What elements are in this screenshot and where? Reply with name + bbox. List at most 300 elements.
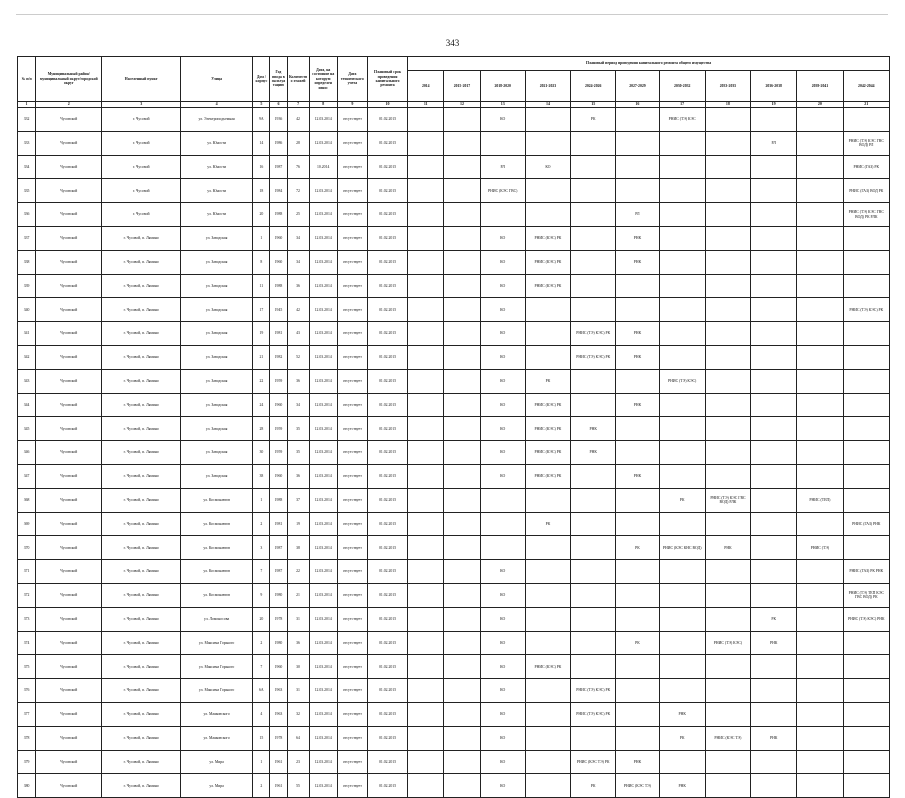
period-cell bbox=[571, 726, 616, 750]
settlement-cell: г. Чусовой, п. Лямино bbox=[102, 583, 180, 607]
period-cell bbox=[705, 655, 750, 679]
street-cell: ул. Заводская bbox=[180, 250, 252, 274]
wear-date-cell: 12.03.2014 bbox=[309, 298, 337, 322]
col-number: 20 bbox=[797, 102, 843, 108]
inventory-date-cell: отсутствует bbox=[337, 726, 367, 750]
period-cell bbox=[616, 488, 659, 512]
period-cell bbox=[571, 131, 616, 155]
floors-cell: 52 bbox=[287, 345, 309, 369]
year-cell: 1963 bbox=[270, 679, 287, 703]
wear-date-cell: 12.03.2014 bbox=[309, 679, 337, 703]
period-cell: РНИС (ТЭ) bbox=[797, 536, 843, 560]
table-row bbox=[18, 536, 890, 560]
inventory-date-cell: отсутствует bbox=[337, 679, 367, 703]
table-row bbox=[18, 322, 890, 346]
period-cell bbox=[705, 417, 750, 441]
row-number: 344 bbox=[18, 393, 36, 417]
period-cell bbox=[408, 774, 444, 798]
period-cell bbox=[444, 345, 480, 369]
period-cell bbox=[444, 774, 480, 798]
deadline-cell: 01.02.2015 bbox=[367, 512, 407, 536]
house-cell: 7 bbox=[253, 560, 270, 584]
col-number: 2 bbox=[36, 102, 102, 108]
period-cell: РНК bbox=[659, 702, 705, 726]
table-row bbox=[18, 607, 890, 631]
period-cell: КО bbox=[480, 631, 525, 655]
period-cell bbox=[571, 274, 616, 298]
year-cell: 1987 bbox=[270, 560, 287, 584]
period-cell: РНК bbox=[616, 464, 659, 488]
period-cell bbox=[525, 179, 570, 203]
period-cell bbox=[659, 155, 705, 179]
floors-cell: 36 bbox=[287, 631, 309, 655]
settlement-cell: г. Чусовой, п. Лямино bbox=[102, 226, 180, 250]
period-cell bbox=[659, 274, 705, 298]
period-cell bbox=[843, 345, 889, 369]
row-number: 369 bbox=[18, 512, 36, 536]
period-cell bbox=[480, 488, 525, 512]
period-cell bbox=[797, 250, 843, 274]
year-cell: 1980 bbox=[270, 583, 287, 607]
period-cell: КО bbox=[480, 583, 525, 607]
house-cell: 28 bbox=[253, 417, 270, 441]
row-number: 371 bbox=[18, 560, 36, 584]
period-cell bbox=[444, 203, 480, 227]
deadline-cell: 01.02.2015 bbox=[367, 726, 407, 750]
inventory-date-cell: отсутствует bbox=[337, 108, 367, 132]
period-cell bbox=[616, 108, 659, 132]
table-row bbox=[18, 702, 890, 726]
period-cell bbox=[408, 417, 444, 441]
street-cell: ул. Космонавтов bbox=[180, 512, 252, 536]
settlement-cell: г. Чусовой bbox=[102, 203, 180, 227]
period-cell bbox=[525, 298, 570, 322]
table-row bbox=[18, 679, 890, 703]
floors-cell: 25 bbox=[287, 203, 309, 227]
period-cell bbox=[571, 250, 616, 274]
col-number: 14 bbox=[525, 102, 570, 108]
period-cell bbox=[797, 607, 843, 631]
house-cell: 2 bbox=[253, 774, 270, 798]
street-cell: ул. Юности bbox=[180, 155, 252, 179]
period-cell: РНК bbox=[616, 345, 659, 369]
district-cell: Чусовской bbox=[36, 369, 102, 393]
period-cell: КО bbox=[480, 607, 525, 631]
period-cell: КО bbox=[480, 345, 525, 369]
settlement-cell: г. Чусовой, п. Лямино bbox=[102, 607, 180, 631]
row-number: 368 bbox=[18, 488, 36, 512]
district-cell: Чусовской bbox=[36, 393, 102, 417]
period-cell bbox=[408, 512, 444, 536]
col-number: 19 bbox=[751, 102, 797, 108]
period-cell bbox=[408, 631, 444, 655]
period-cell: РНИС (КЭС ТЭ) bbox=[705, 726, 750, 750]
period-cell: РНК bbox=[751, 726, 797, 750]
floors-cell: 34 bbox=[287, 250, 309, 274]
period-cell bbox=[797, 203, 843, 227]
district-cell: Чусовской bbox=[36, 441, 102, 465]
period-cell bbox=[408, 441, 444, 465]
wear-date-cell: 12.03.2014 bbox=[309, 774, 337, 798]
period-cell bbox=[751, 345, 797, 369]
floors-cell: 42 bbox=[287, 108, 309, 132]
floors-cell: 31 bbox=[287, 607, 309, 631]
table-row bbox=[18, 774, 890, 798]
house-cell: 7 bbox=[253, 655, 270, 679]
year-cell: 1984 bbox=[270, 179, 287, 203]
period-cell bbox=[571, 560, 616, 584]
table-row bbox=[18, 131, 890, 155]
wear-date-cell: 12.03.2014 bbox=[309, 702, 337, 726]
period-cell: РНИС (КЭС ГВС) bbox=[480, 179, 525, 203]
period-cell bbox=[751, 274, 797, 298]
row-number: 337 bbox=[18, 226, 36, 250]
floors-cell: 36 bbox=[287, 274, 309, 298]
period-cell bbox=[616, 655, 659, 679]
wear-date-cell: 12.03.2014 bbox=[309, 250, 337, 274]
street-cell: ул. Маяковского bbox=[180, 702, 252, 726]
inventory-date-cell: отсутствует bbox=[337, 250, 367, 274]
inventory-date-cell: отсутствует bbox=[337, 393, 367, 417]
period-cell: РК bbox=[659, 726, 705, 750]
wear-date-cell: 12.03.2014 bbox=[309, 441, 337, 465]
period-cell bbox=[843, 322, 889, 346]
period-cell bbox=[444, 131, 480, 155]
period-cell: РК bbox=[751, 607, 797, 631]
deadline-cell: 01.02.2015 bbox=[367, 203, 407, 227]
inventory-date-cell: отсутствует bbox=[337, 512, 367, 536]
floors-cell: 22 bbox=[287, 560, 309, 584]
period-cell bbox=[843, 369, 889, 393]
period-cell bbox=[659, 131, 705, 155]
period-cell bbox=[444, 274, 480, 298]
settlement-cell: г. Чусовой, п. Лямино bbox=[102, 417, 180, 441]
period-cell bbox=[797, 179, 843, 203]
district-cell: Чусовской bbox=[36, 631, 102, 655]
wear-date-cell: 12.03.2014 bbox=[309, 631, 337, 655]
house-cell: 38 bbox=[253, 464, 270, 488]
settlement-cell: г. Чусовой, п. Лямино bbox=[102, 679, 180, 703]
inventory-date-cell: отсутствует bbox=[337, 702, 367, 726]
district-cell: Чусовской bbox=[36, 536, 102, 560]
settlement-cell: г. Чусовой, п. Лямино bbox=[102, 726, 180, 750]
period-cell bbox=[444, 726, 480, 750]
district-cell: Чусовской bbox=[36, 274, 102, 298]
floors-cell: 35 bbox=[287, 417, 309, 441]
period-cell bbox=[571, 583, 616, 607]
period-cell bbox=[705, 203, 750, 227]
period-cell bbox=[525, 203, 570, 227]
period-cell bbox=[408, 203, 444, 227]
period-cell bbox=[659, 179, 705, 203]
capital-repair-register-table bbox=[17, 56, 890, 798]
period-cell bbox=[571, 298, 616, 322]
period-cell bbox=[659, 631, 705, 655]
year-cell: 1987 bbox=[270, 155, 287, 179]
inventory-date-cell: отсутствует bbox=[337, 179, 367, 203]
period-cell bbox=[525, 322, 570, 346]
settlement-cell: г. Чусовой, п. Лямино bbox=[102, 369, 180, 393]
deadline-cell: 01.02.2015 bbox=[367, 179, 407, 203]
period-cell: РНИС (КЭС) РК bbox=[525, 417, 570, 441]
period-cell bbox=[408, 226, 444, 250]
period-cell: КО bbox=[480, 298, 525, 322]
period-cell: РНИС (ТЭ) КЭС) РК bbox=[571, 679, 616, 703]
period-cell bbox=[751, 464, 797, 488]
period-cell bbox=[616, 274, 659, 298]
period-cell bbox=[444, 417, 480, 441]
period-cell bbox=[571, 393, 616, 417]
col-header-inventory-date: Дата технического учета bbox=[337, 57, 367, 102]
period-cell bbox=[797, 155, 843, 179]
period-cell bbox=[797, 560, 843, 584]
period-cell bbox=[705, 512, 750, 536]
floors-cell: 36 bbox=[287, 464, 309, 488]
period-cell bbox=[408, 108, 444, 132]
col-number: 3 bbox=[102, 102, 180, 108]
wear-date-cell: 12.03.2014 bbox=[309, 131, 337, 155]
period-cell bbox=[843, 464, 889, 488]
district-cell: Чусовской bbox=[36, 464, 102, 488]
period-cell bbox=[408, 464, 444, 488]
street-cell: ул. Заводская bbox=[180, 441, 252, 465]
district-cell: Чусовской bbox=[36, 702, 102, 726]
year-cell: 1987 bbox=[270, 536, 287, 560]
period-cell: КО bbox=[525, 155, 570, 179]
period-cell bbox=[444, 631, 480, 655]
period-cell bbox=[444, 512, 480, 536]
period-cell bbox=[797, 583, 843, 607]
year-cell: 1978 bbox=[270, 726, 287, 750]
deadline-cell: 01.02.2015 bbox=[367, 655, 407, 679]
col-header-period: 2039-2041 bbox=[797, 71, 843, 102]
wear-date-cell: 12.03.2014 bbox=[309, 322, 337, 346]
period-cell: РНИС (ГАЗ) РНК bbox=[843, 512, 889, 536]
floors-cell: 31 bbox=[287, 679, 309, 703]
period-cell: КО bbox=[480, 560, 525, 584]
period-cell bbox=[751, 322, 797, 346]
period-cell bbox=[525, 726, 570, 750]
table-row bbox=[18, 250, 890, 274]
row-number: 340 bbox=[18, 298, 36, 322]
period-cell bbox=[843, 702, 889, 726]
deadline-cell: 01.02.2015 bbox=[367, 369, 407, 393]
house-cell: 9А bbox=[253, 108, 270, 132]
floors-cell: 72 bbox=[287, 179, 309, 203]
floors-cell: 76 bbox=[287, 155, 309, 179]
period-cell bbox=[797, 393, 843, 417]
period-cell bbox=[705, 393, 750, 417]
house-cell: 1 bbox=[253, 226, 270, 250]
row-number: 378 bbox=[18, 726, 36, 750]
wear-date-cell: 12.03.2014 bbox=[309, 488, 337, 512]
period-cell bbox=[480, 203, 525, 227]
street-cell: ул. Заводская bbox=[180, 274, 252, 298]
period-cell bbox=[571, 226, 616, 250]
inventory-date-cell: отсутствует bbox=[337, 131, 367, 155]
period-cell bbox=[616, 441, 659, 465]
period-cell bbox=[616, 155, 659, 179]
period-cell: РНИС (КЭС) РК bbox=[525, 464, 570, 488]
period-cell bbox=[797, 274, 843, 298]
row-number: 332 bbox=[18, 108, 36, 132]
wear-date-cell: 10.2014 bbox=[309, 155, 337, 179]
period-cell: РНИС (ГАЗ) РК РНК bbox=[843, 560, 889, 584]
deadline-cell: 01.02.2015 bbox=[367, 274, 407, 298]
street-cell: ул. Максима Горького bbox=[180, 679, 252, 703]
year-cell: 1988 bbox=[270, 203, 287, 227]
page-number: 343 bbox=[445, 38, 460, 48]
period-cell bbox=[705, 250, 750, 274]
col-header-period: 2014 bbox=[408, 71, 444, 102]
inventory-date-cell: отсутствует bbox=[337, 274, 367, 298]
period-cell bbox=[571, 655, 616, 679]
district-cell: Чусовской bbox=[36, 322, 102, 346]
street-cell: ул. Заводская bbox=[180, 369, 252, 393]
inventory-date-cell: отсутствует bbox=[337, 464, 367, 488]
street-cell: ул. Максима Горького bbox=[180, 655, 252, 679]
period-cell bbox=[571, 512, 616, 536]
period-cell bbox=[843, 393, 889, 417]
settlement-cell: г. Чусовой, п. Лямино bbox=[102, 393, 180, 417]
period-cell: РНИС (КЭС) РК bbox=[525, 226, 570, 250]
table-row bbox=[18, 464, 890, 488]
period-cell bbox=[659, 560, 705, 584]
period-cell bbox=[797, 417, 843, 441]
wear-date-cell: 12.03.2014 bbox=[309, 393, 337, 417]
deadline-cell: 01.02.2015 bbox=[367, 298, 407, 322]
floors-cell: 28 bbox=[287, 131, 309, 155]
col-header-period: 2021-2023 bbox=[525, 71, 570, 102]
period-cell bbox=[616, 417, 659, 441]
period-cell bbox=[571, 607, 616, 631]
settlement-cell: г. Чусовой, п. Лямино bbox=[102, 250, 180, 274]
district-cell: Чусовской bbox=[36, 108, 102, 132]
deadline-cell: 01.02.2015 bbox=[367, 250, 407, 274]
inventory-date-cell: отсутствует bbox=[337, 560, 367, 584]
period-cell bbox=[616, 679, 659, 703]
period-cell bbox=[751, 417, 797, 441]
deadline-cell: 01.02.2015 bbox=[367, 464, 407, 488]
period-cell: КО bbox=[480, 464, 525, 488]
district-cell: Чусовской bbox=[36, 750, 102, 774]
period-cell bbox=[751, 179, 797, 203]
street-cell: ул. Максима Горького bbox=[180, 631, 252, 655]
deadline-cell: 01.02.2015 bbox=[367, 583, 407, 607]
district-cell: Чусовской bbox=[36, 155, 102, 179]
inventory-date-cell: отсутствует bbox=[337, 417, 367, 441]
period-cell: РК bbox=[525, 512, 570, 536]
settlement-cell: г. Чусовой bbox=[102, 131, 180, 155]
inventory-date-cell: отсутствует bbox=[337, 441, 367, 465]
year-cell: 1961 bbox=[270, 750, 287, 774]
period-cell bbox=[408, 274, 444, 298]
year-cell: 1945 bbox=[270, 298, 287, 322]
col-number: 13 bbox=[480, 102, 525, 108]
house-cell: 19 bbox=[253, 322, 270, 346]
year-cell: 1986 bbox=[270, 131, 287, 155]
wear-date-cell: 12.03.2014 bbox=[309, 750, 337, 774]
district-cell: Чусовской bbox=[36, 298, 102, 322]
period-cell bbox=[571, 203, 616, 227]
sheet-top-edge bbox=[16, 14, 888, 15]
table-row bbox=[18, 179, 890, 203]
period-cell bbox=[408, 345, 444, 369]
street-cell: ул. Космонавтов bbox=[180, 536, 252, 560]
district-cell: Чусовской bbox=[36, 226, 102, 250]
period-cell bbox=[571, 369, 616, 393]
house-cell: 14 bbox=[253, 131, 270, 155]
period-cell bbox=[408, 607, 444, 631]
year-cell: 1988 bbox=[270, 488, 287, 512]
period-cell: РНК bbox=[616, 393, 659, 417]
period-cell bbox=[444, 560, 480, 584]
period-cell bbox=[705, 583, 750, 607]
deadline-cell: 01.02.2015 bbox=[367, 108, 407, 132]
period-cell bbox=[408, 488, 444, 512]
col-header-period-group: Плановый период проведения капитального ремонта общего имущества bbox=[408, 57, 890, 71]
period-cell bbox=[444, 607, 480, 631]
wear-date-cell: 12.03.2014 bbox=[309, 345, 337, 369]
period-cell bbox=[659, 250, 705, 274]
period-cell: РНИС (ТЭ) КЭС) bbox=[705, 631, 750, 655]
street-cell: ул. Космонавтов bbox=[180, 560, 252, 584]
period-cell bbox=[659, 655, 705, 679]
period-cell bbox=[659, 393, 705, 417]
deadline-cell: 01.02.2015 bbox=[367, 131, 407, 155]
period-cell bbox=[705, 774, 750, 798]
period-cell: КО bbox=[480, 441, 525, 465]
year-cell: 1959 bbox=[270, 441, 287, 465]
period-cell bbox=[525, 607, 570, 631]
period-cell bbox=[408, 655, 444, 679]
col-header-period: 2015-2017 bbox=[444, 71, 480, 102]
period-cell bbox=[705, 108, 750, 132]
floors-cell: 38 bbox=[287, 536, 309, 560]
table-row bbox=[18, 417, 890, 441]
table-row bbox=[18, 203, 890, 227]
period-cell bbox=[705, 441, 750, 465]
row-number: 376 bbox=[18, 679, 36, 703]
period-cell: РНК bbox=[616, 250, 659, 274]
street-cell: ул. Заводская bbox=[180, 417, 252, 441]
period-cell bbox=[797, 774, 843, 798]
period-cell: РНИС (ГАЗ) ВОД РК bbox=[843, 179, 889, 203]
period-cell: РНИС (ТЭ) КЭС) РК bbox=[843, 298, 889, 322]
year-cell: 1961 bbox=[270, 774, 287, 798]
wear-date-cell: 12.03.2014 bbox=[309, 417, 337, 441]
table-row bbox=[18, 108, 890, 132]
period-cell bbox=[616, 298, 659, 322]
period-cell bbox=[797, 226, 843, 250]
table-row bbox=[18, 345, 890, 369]
settlement-cell: г. Чусовой, п. Лямино bbox=[102, 512, 180, 536]
period-cell bbox=[751, 369, 797, 393]
period-cell bbox=[659, 345, 705, 369]
street-cell: ул. Электроподъемная bbox=[180, 108, 252, 132]
period-cell bbox=[843, 655, 889, 679]
period-cell bbox=[525, 750, 570, 774]
col-header-period: 2033-2035 bbox=[705, 71, 750, 102]
period-cell bbox=[444, 702, 480, 726]
table-row bbox=[18, 298, 890, 322]
table-row bbox=[18, 631, 890, 655]
wear-date-cell: 12.03.2014 bbox=[309, 512, 337, 536]
period-cell bbox=[659, 512, 705, 536]
period-cell bbox=[797, 464, 843, 488]
period-cell bbox=[797, 441, 843, 465]
street-cell: ул. Юности bbox=[180, 203, 252, 227]
